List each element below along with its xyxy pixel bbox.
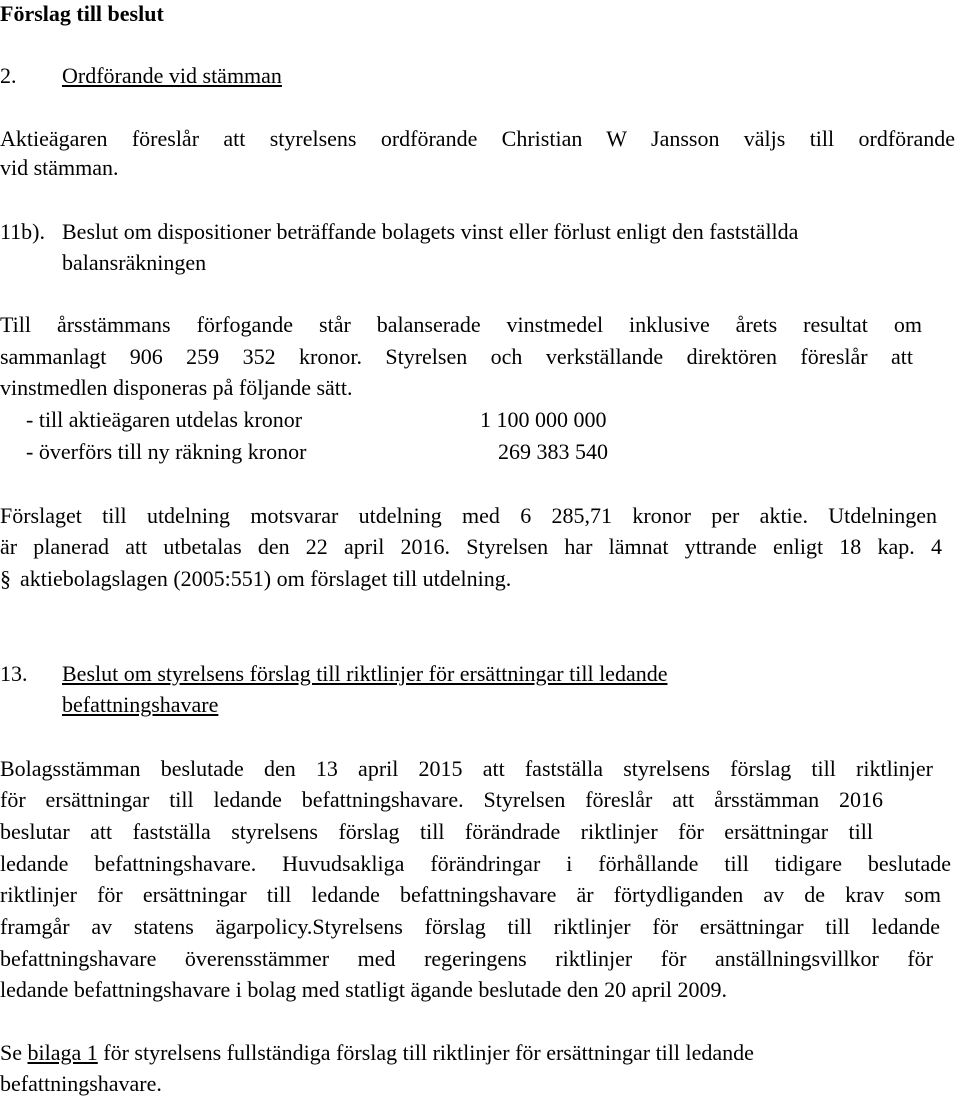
section-11b-title-line-1: Beslut om dispositioner beträffande bolagets vinst eller förlust enligt den fastställda: [62, 219, 799, 244]
document-heading: Förslag till beslut: [0, 1, 164, 26]
section-2-heading: [0, 63, 282, 89]
section-11b-para2-line-3-text: aktiebolagslagen (2005:551) om förslaget till utdelning.: [20, 566, 512, 591]
section-11b-heading: [0, 219, 798, 245]
section-11b-para2-line-1: Förslaget till utdelning motsvarar utdelning med 6 285,71 kronor per aktie. Utdelningen: [0, 503, 937, 528]
appendix-reference-line-2: befattningshavare.: [0, 1071, 162, 1096]
section-13-para-line-7: befattningshavare överensstämmer med regeringens riktlinjer för anställningsvillkor för: [0, 946, 933, 971]
section-13-title-line-1: Beslut om styrelsens förslag till riktlinjer för ersättningar till ledande: [62, 661, 668, 686]
section-11b-para1-line-1: Till årsstämmans förfogande står balanserade vinstmedel inklusive årets resultat om: [0, 312, 922, 337]
section-2-number: 2.: [0, 63, 17, 88]
section-11b-para2-line-3: [0, 566, 511, 592]
disposition-label-dividend: - till aktieägaren utdelas kronor: [26, 407, 303, 432]
section-13-para-line-6: framgår av statens ägarpolicy.Styrelsens förslag till riktlinjer för ersättningar till ledande: [0, 914, 940, 939]
section-13-para-line-8: ledande befattningshavare i bolag med statligt ägande beslutade den 20 april 2009.: [0, 977, 727, 1002]
disposition-label-carried-forward: - överförs till ny räkning kronor: [26, 439, 307, 464]
section-2-title: Ordförande vid stämman: [62, 63, 282, 88]
section-13-number: 13.: [0, 661, 28, 686]
section-11b-para2-line-2: är planerad att utbetalas den 22 april 2016. Styrelsen har lämnat yttrande enligt 18 kap. 4: [0, 534, 942, 559]
disposition-amount-carried-forward: 269 383 540: [498, 439, 608, 464]
appendix-reference-line-1: [0, 1040, 754, 1066]
section-2-text-line-1: Aktieägaren föreslår att styrelsens ordförande Christian W Jansson väljs till ordförande: [0, 126, 955, 151]
section-11b-para1-line-3: vinstmedlen disponeras på följande sätt.: [0, 375, 353, 400]
disposition-amount-dividend: 1 100 000 000: [480, 407, 607, 432]
section-13-para-line-1: Bolagsstämman beslutade den 13 april 2015 att fastställa styrelsens förslag till riktlinjer: [0, 756, 933, 781]
section-11b-para1-line-2: sammanlagt 906 259 352 kronor. Styrelsen och verkställande direktören föreslår att: [0, 344, 913, 369]
section-13-para-line-2: för ersättningar till ledande befattningshavare. Styrelsen föreslår att årsstämman 2016: [0, 787, 883, 812]
appendix-reference-prefix: Se: [0, 1040, 22, 1065]
section-13-para-line-3: beslutar att fastställa styrelsens förslag till förändrade riktlinjer för ersättningar till: [0, 819, 873, 844]
section-13-title-line-2: befattningshavare: [62, 692, 219, 717]
section-13-heading: [0, 661, 667, 687]
section-11b-number: 11b).: [0, 219, 46, 244]
section-13-para-line-4: ledande befattningshavare. Huvudsakliga förändringar i förhållande till tidigare beslutade: [0, 851, 951, 876]
section-13-para-line-5: riktlinjer för ersättningar till ledande befattningshavare är förtydliganden av de krav som: [0, 882, 941, 907]
section-2-text-line-2: vid stämman.: [0, 155, 119, 180]
paragraph-sign: §: [0, 566, 11, 591]
section-11b-title-line-2: balansräkningen: [62, 250, 207, 275]
appendix-reference-text: för styrelsens fullständiga förslag till riktlinjer för ersättningar till ledande: [103, 1040, 754, 1065]
appendix-link[interactable]: bilaga 1: [27, 1040, 98, 1065]
